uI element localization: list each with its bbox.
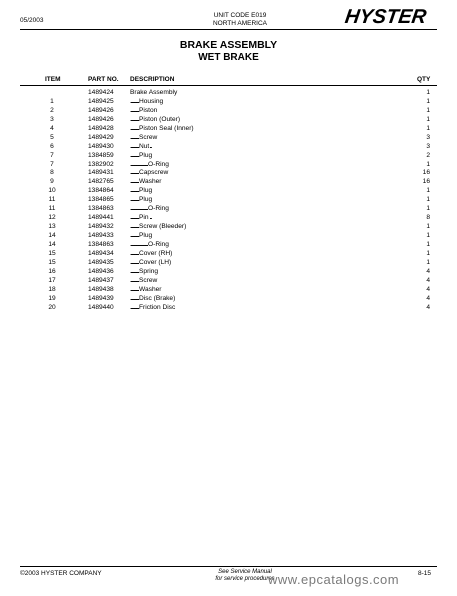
table-row xyxy=(0,268,457,277)
item-number: 11 xyxy=(48,196,56,204)
description-text: Piston (Outer) xyxy=(139,115,181,123)
table-row xyxy=(0,214,457,223)
part-number: 1489434 xyxy=(88,249,114,257)
item-number: 13 xyxy=(48,223,56,231)
item-number: 19 xyxy=(48,294,56,302)
item-number: 7 xyxy=(50,151,54,159)
description-text: Capscrew xyxy=(139,169,169,177)
item-number: 2 xyxy=(50,106,54,114)
quantity: 1 xyxy=(426,106,430,114)
description-text: Screw xyxy=(139,276,158,284)
description xyxy=(130,205,413,214)
quantity: 16 xyxy=(422,169,430,177)
part-number: 1489428 xyxy=(88,124,114,132)
description xyxy=(130,277,413,286)
table-row xyxy=(0,187,457,196)
item-number: 3 xyxy=(50,115,54,123)
part-number: 1384864 xyxy=(88,187,114,195)
table-row xyxy=(0,169,457,178)
description-text: Plug xyxy=(139,196,153,204)
part-number: 1489429 xyxy=(88,133,114,141)
table-row xyxy=(0,223,457,232)
table-row xyxy=(0,196,457,205)
description-text: Washer xyxy=(139,178,162,186)
description xyxy=(130,98,413,107)
quantity: 1 xyxy=(426,187,430,195)
part-number: 1489441 xyxy=(88,214,114,222)
table-row xyxy=(0,295,457,304)
column-header-item: ITEM xyxy=(45,76,61,83)
description-text: Cover (RH) xyxy=(139,249,173,257)
description-text: Disc (Brake) xyxy=(139,294,176,302)
part-number: 1489430 xyxy=(88,142,114,150)
description xyxy=(130,107,413,116)
quantity: 8 xyxy=(426,214,430,222)
item-number: 4 xyxy=(50,124,54,132)
table-row xyxy=(0,205,457,214)
item-number: 10 xyxy=(48,187,56,195)
quantity: 2 xyxy=(426,151,430,159)
column-header-qty: QTY xyxy=(417,76,431,83)
quantity: 1 xyxy=(426,240,430,248)
part-number: 1489433 xyxy=(88,232,114,239)
table-row xyxy=(0,232,457,241)
description-text: Friction Disc xyxy=(139,303,176,311)
description-text: Housing xyxy=(139,97,164,105)
quantity: 1 xyxy=(426,258,430,266)
part-number: 1489432 xyxy=(88,223,114,231)
part-number: 1482765 xyxy=(88,178,114,186)
quantity: 1 xyxy=(426,115,430,123)
description xyxy=(130,223,413,232)
part-number: 1382902 xyxy=(88,160,114,168)
table-row xyxy=(0,241,457,250)
description xyxy=(130,259,413,268)
description xyxy=(130,152,413,161)
description-text: O-Ring xyxy=(148,240,169,248)
table-row xyxy=(0,161,457,170)
description-text: Nut xyxy=(139,142,150,150)
quantity: 1 xyxy=(426,124,430,132)
page-title: BRAKE ASSEMBLY xyxy=(179,39,278,51)
item-number: 17 xyxy=(48,276,56,284)
description-text: Piston xyxy=(139,106,158,114)
description-text: Screw (Bleeder) xyxy=(139,223,187,231)
quantity: 1 xyxy=(426,232,430,239)
item-number: 14 xyxy=(48,232,56,239)
item-number: 18 xyxy=(48,285,56,293)
quantity: 3 xyxy=(426,133,430,141)
table-row xyxy=(0,152,457,161)
table-row xyxy=(0,304,457,313)
table-row xyxy=(0,259,457,268)
description xyxy=(130,89,413,98)
item-number: 14 xyxy=(48,240,56,248)
part-number: 1489438 xyxy=(88,285,114,293)
part-number: 1489424 xyxy=(88,89,114,96)
table-row xyxy=(0,277,457,286)
description-text: Spring xyxy=(139,267,159,275)
column-header-part: PART NO. xyxy=(88,76,119,83)
quantity: 16 xyxy=(422,178,430,186)
item-number: 8 xyxy=(50,169,54,177)
description xyxy=(130,116,413,125)
quantity: 4 xyxy=(426,303,430,311)
description xyxy=(130,178,413,187)
description-text: Brake Assembly xyxy=(130,89,178,96)
footer-rule xyxy=(20,566,437,567)
description-text: Pin xyxy=(139,214,149,222)
manual-note-line2: for service procedures xyxy=(215,576,275,582)
column-header-rule xyxy=(20,85,437,86)
table-row xyxy=(0,250,457,259)
quantity: 3 xyxy=(426,142,430,150)
description xyxy=(130,134,413,143)
description xyxy=(130,169,413,178)
header-rule xyxy=(20,29,437,30)
description xyxy=(130,143,413,152)
part-number: 1384859 xyxy=(88,151,114,159)
quantity: 1 xyxy=(426,89,430,96)
description xyxy=(130,214,413,223)
description xyxy=(130,187,413,196)
description-text: Plug xyxy=(139,232,153,239)
description xyxy=(130,125,413,134)
description xyxy=(130,304,413,313)
quantity: 1 xyxy=(426,249,430,257)
item-number: 1 xyxy=(50,97,54,105)
quantity: 1 xyxy=(426,205,430,213)
description-text: Screw xyxy=(139,133,158,141)
description-text: Plug xyxy=(139,187,153,195)
description-text: O-Ring xyxy=(148,205,169,213)
description-text: Washer xyxy=(139,285,162,293)
part-number: 1384863 xyxy=(88,240,114,248)
part-number: 1489435 xyxy=(88,258,114,266)
item-number: 16 xyxy=(48,267,56,275)
table-row xyxy=(0,125,457,134)
item-number: 6 xyxy=(50,142,54,150)
page-number: 8-15 xyxy=(418,570,432,577)
description-text: Plug xyxy=(139,151,153,159)
header-date: 05/2003 xyxy=(20,17,44,24)
table-row xyxy=(0,89,457,98)
quantity: 4 xyxy=(426,276,430,284)
description-text: Piston Seal (Inner) xyxy=(139,124,194,132)
description xyxy=(130,250,413,259)
item-number: 15 xyxy=(48,249,56,257)
item-number: 11 xyxy=(48,205,56,213)
quantity: 1 xyxy=(426,223,430,231)
region: NORTH AMERICA xyxy=(212,20,268,27)
item-number: 9 xyxy=(50,178,54,186)
table-row xyxy=(0,143,457,152)
description xyxy=(130,295,413,304)
watermark: www.epcatalogs.com xyxy=(268,572,400,587)
parts-table xyxy=(0,89,457,312)
part-number: 1489431 xyxy=(88,169,114,177)
part-number: 1489439 xyxy=(88,294,114,302)
quantity: 4 xyxy=(426,267,430,275)
part-number: 1489440 xyxy=(88,303,114,311)
description xyxy=(130,161,413,170)
unit-code: UNIT CODE E019 xyxy=(213,12,267,19)
copyright: ©2003 HYSTER COMPANY xyxy=(20,570,102,577)
item-number: 15 xyxy=(48,258,56,266)
part-number: 1384863 xyxy=(88,205,114,213)
description xyxy=(130,286,413,295)
brand-logo: HYSTER xyxy=(343,6,428,28)
part-number: 1489436 xyxy=(88,267,114,275)
description-text: Cover (LH) xyxy=(139,258,172,266)
part-number: 1489437 xyxy=(88,276,114,284)
quantity: 1 xyxy=(426,196,430,204)
description-text: O-Ring xyxy=(148,160,169,168)
page-subtitle: WET BRAKE xyxy=(198,52,259,63)
column-header-description: DESCRIPTION xyxy=(130,76,175,83)
quantity: 1 xyxy=(426,97,430,105)
item-number: 12 xyxy=(48,214,56,222)
part-number: 1384865 xyxy=(88,196,114,204)
description xyxy=(130,196,413,205)
table-row xyxy=(0,134,457,143)
table-row xyxy=(0,98,457,107)
description xyxy=(130,232,413,241)
table-row xyxy=(0,178,457,187)
description xyxy=(130,241,413,250)
unit-code-block xyxy=(195,12,285,28)
part-number: 1489425 xyxy=(88,97,114,105)
item-number: 7 xyxy=(50,160,54,168)
description xyxy=(130,268,413,277)
quantity: 1 xyxy=(426,160,430,168)
part-number: 1489426 xyxy=(88,106,114,114)
quantity: 4 xyxy=(426,285,430,293)
part-number: 1489426 xyxy=(88,115,114,123)
item-number: 5 xyxy=(50,133,54,141)
table-row xyxy=(0,107,457,116)
item-number: 20 xyxy=(48,303,56,311)
manual-note-line1: See Service Manual xyxy=(218,569,272,575)
table-row xyxy=(0,286,457,295)
table-row xyxy=(0,116,457,125)
quantity: 4 xyxy=(426,294,430,302)
